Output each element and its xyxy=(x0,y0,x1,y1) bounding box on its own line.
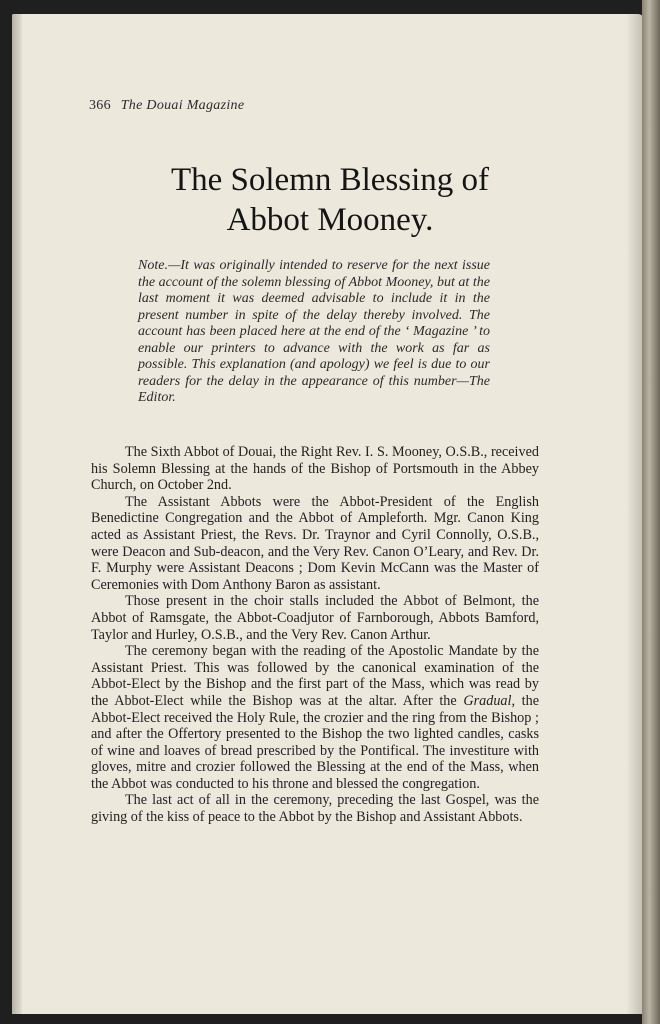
book-page xyxy=(12,14,644,1014)
paragraph-4 xyxy=(91,643,539,792)
paragraph-4-text-b: , the Abbot-Elect received the Holy Rule, the crozier and the ring from the Bishop ; and after the Offertory presented to the Bishop the two lighted candles, casks of wine and loaves of bread prescribed by the Pontifical. The investiture with gloves, mitre and crozier followed the Blessing at the end of the Mass, when the Abbot was conducted to his throne and blessed the congregation. xyxy=(91,692,539,792)
book-spine xyxy=(642,0,660,1024)
paragraph-4-text-a: The ceremony began with the reading of the Apostolic Mandate by the Assistant Priest. This was followed by the canonical examination of the Abbot-Elect by the Bishop and the first part of the Mass, which was read by the Abbot-Elect while the Bishop was at the altar. After the xyxy=(91,643,539,709)
page-edge xyxy=(12,14,22,1014)
paragraph-1: The Sixth Abbot of Douai, the Right Rev. I. S. Mooney, O.S.B., received his Solemn Blessing at the hands of the Bishop of Portsmouth in the Abbey Church, on October 2nd. xyxy=(91,444,539,494)
paragraph-5: The last act of all in the ceremony, preceding the last Gospel, was the giving of the kiss of peace to the Abbot by the Bishop and Assistant Abbots. xyxy=(91,792,539,826)
article-title xyxy=(40,160,620,240)
paragraph-3: Those present in the choir stalls included the Abbot of Belmont, the Abbot of Ramsgate, the Abbot-Coadjutor of Farnborough, Abbots Bamford, Taylor and Hurley, O.S.B., and the Very Rev. Canon Arthur. xyxy=(91,593,539,643)
article-body xyxy=(91,444,539,826)
page-number: 366 xyxy=(89,98,111,113)
running-header xyxy=(89,98,244,114)
article-title-line-2: Abbot Mooney. xyxy=(226,202,434,238)
paragraph-2: The Assistant Abbots were the Abbot-President of the English Benedictine Congregation and the Abbot of Ampleforth. Mgr. Canon King acted as Assistant Priest, the Revs. Dr. Traynor and Cyril Connolly, O.S.B., were Deacon and Sub-deacon, and the Very Rev. Canon O’Leary, and Rev. Dr. F. Murphy were Assistant Deacons ; Dom Kevin McCann was the Master of Ceremonies with Dom Anthony Baron as assistant. xyxy=(91,493,539,593)
paragraph-4-italic: Gradual xyxy=(463,692,512,709)
magazine-title: The Douai Magazine xyxy=(120,98,245,113)
editor-note: Note.—It was originally intended to reserve for the next issue the account of the solemn blessing of Abbot Mooney, but at the last moment it was deemed advisable to include it in the present number in spite of the delay thereby involved. The account has been placed here at the end of the ‘ Magazine ’ to enable our printers to advance with the work as far as possible. This explanation (and apology) we feel is due to our readers for the delay in the appearance of this number—The Editor. xyxy=(138,258,490,405)
article-title-line-1: The Solemn Blessing of xyxy=(170,162,490,198)
